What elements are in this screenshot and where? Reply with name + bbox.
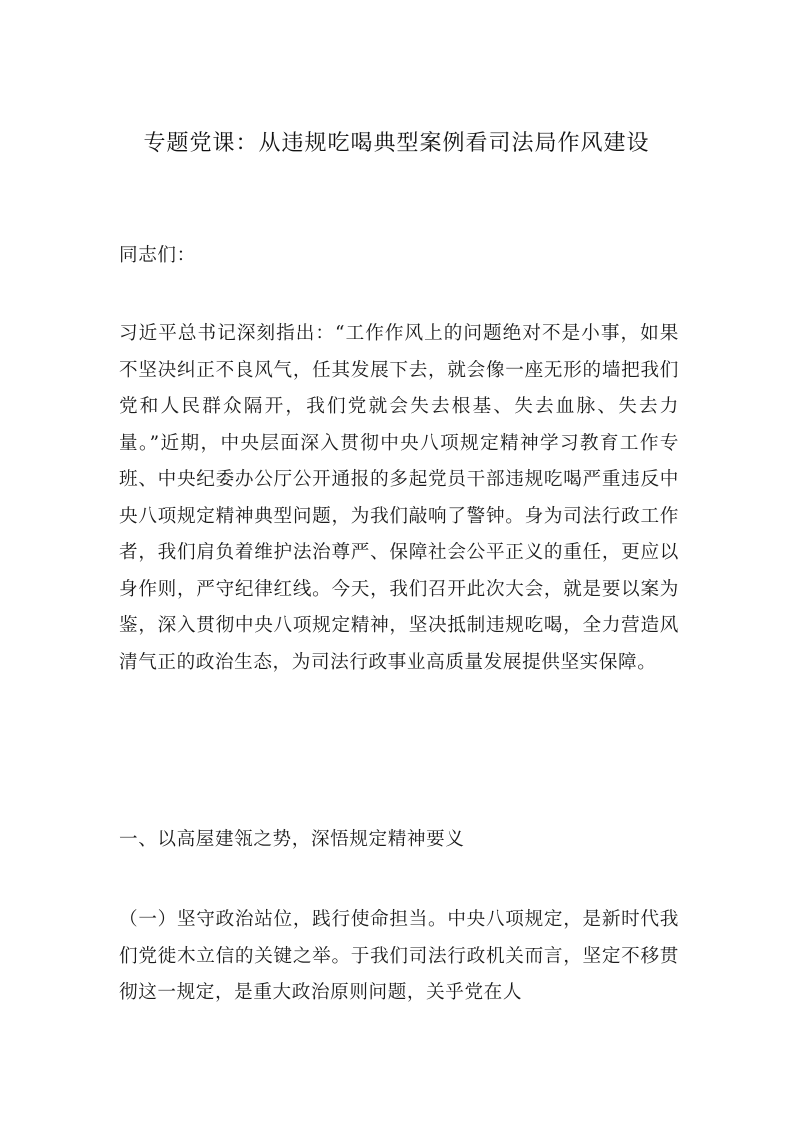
body-paragraph-2: （一）坚守政治站位，践行使命担当。中央八项规定，是新时代我们党徙木立信的关键之举。于我们司法行政机关而言，坚定不移贯彻这一规定，是重大政治原则问题，关乎党在人 (119, 909, 679, 1003)
body-paragraph-1: 习近平总书记深刻指出：“工作作风上的问题绝对不是小事，如果不坚决纠正不良风气，任其发展下去，就会像一座无形的墙把我们党和人民群众隔开，我们党就会失去根基、失去血脉、失去力量。”近期，中央层面深入贯彻中央八项规定精神学习教育工作专班、中央纪委办公厅公开通报的多起党员干部违规吃喝严重违反中央八项规定精神典型问题，为我们敲响了警钟。身为司法行政工作者，我们肩负着维护法治尊严、保障社会公平正义的重任，更应以身作则，严守纪律红线。今天，我们召开此次大会，就是要以案为鉴，深入贯彻中央八项规定精神，坚决抵制违规吃喝，全力营造风清气正的政治生态，为司法行政事业高质量发展提供坚实保障。 (119, 323, 679, 673)
section-heading-1: 一、以高屋建瓴之势，深悟规定精神要义 (119, 829, 465, 850)
salutation: 同志们： (119, 245, 196, 266)
document-title: 专题党课：从违规吃喝典型案例看司法局作风建设 (143, 131, 650, 156)
